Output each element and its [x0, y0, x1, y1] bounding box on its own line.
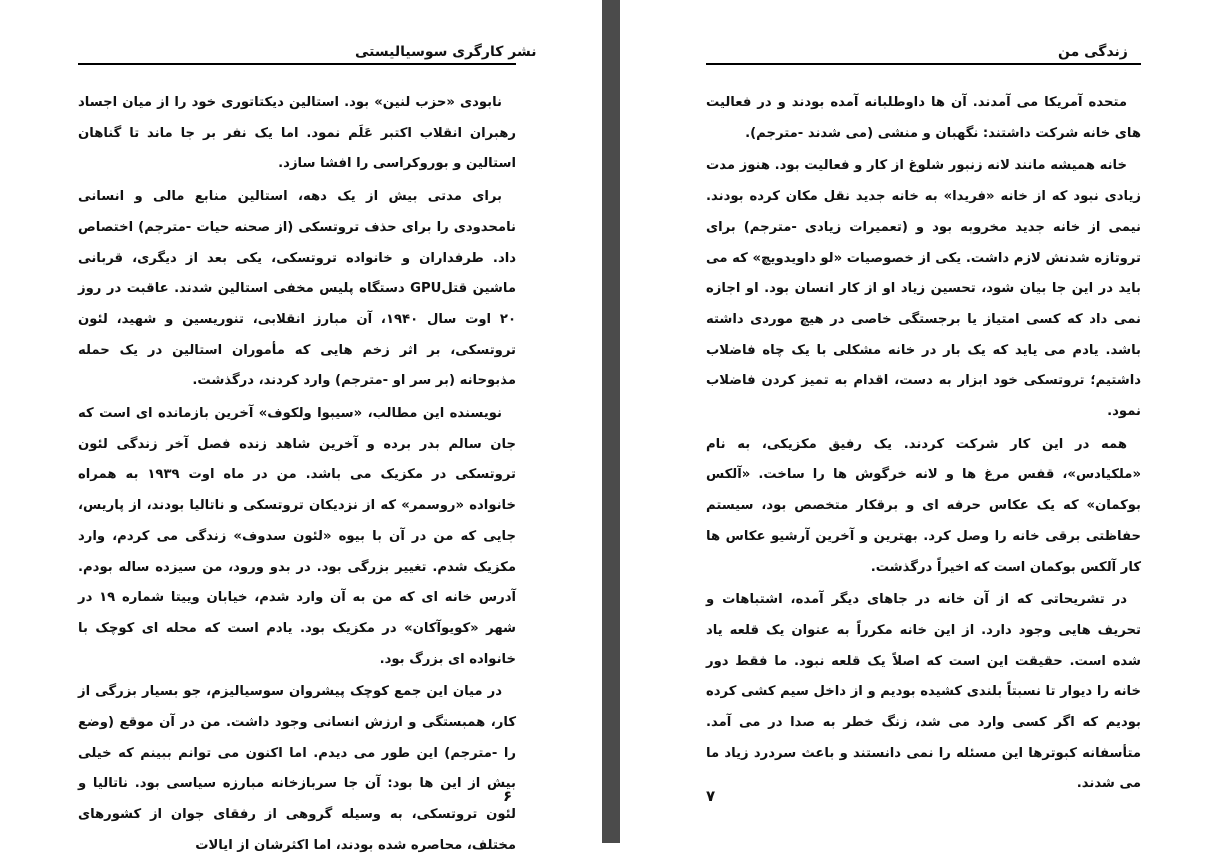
book-spine [602, 0, 620, 843]
left-page-body [78, 88, 516, 864]
page-number-right: ۷ [706, 787, 716, 805]
header-rule-left [78, 63, 516, 65]
page-number-left: ۶ [503, 787, 513, 805]
paragraph: در میان این جمع کوچک پیشروان سوسیالیزم، جو بسیار بزرگی از کار، همبستگی و ارزش انسانی وجود داشت. من در آن موقع (وضع را -مترجم) این طور می دیدم. اما اکنون می توانم ببینم که خیلی بیش از این ها بود: آن جا سربازخانه مبارزه سیاسی بود. ناتالیا و لئون تروتسکی، به وسیله گروهی از رفقای جوان از کشورهای مختلف، محاصره شده بودند، اما اکثرشان از ایالات [78, 684, 516, 853]
paragraph: خانه همیشه مانند لانه زنبور شلوغ از کار و فعالیت بود. هنوز مدت زیادی نبود که از خانه «فریدا» به خانه جدید نقل مکان کرده بودند. نیمی از خانه جدید مخروبه بود و (تعمیرات زیادی -مترجم) برای تروتازه شدنش لازم داشت. یکی از خصوصیات «لو داویدویچ» که می باید در این جا بیان شود، تحسین زیاد او از کار انسان بود. او اجازه نمی داد که کسی امتیاز یا برجستگی خاصی در هیچ موردی داشته باشد. یادم می یاید که یک بار در خانه مشکلی با یک چاه فاضلاب داشتیم؛ تروتسکی خود ابزار به دست، اقدام به تمیز کردن فاضلاب نمود. [706, 158, 1141, 420]
header-rule-right [706, 63, 1141, 65]
paragraph: برای مدتی بیش از یک دهه، استالین منابع مالی و انسانی نامحدودی را برای حذف تروتسکی (از صحنه حیات -مترجم) اختصاص داد. طرفداران و خانواده تروتسکی، یکی بعد از دیگری، قربانی ماشین قتلGPU دستگاه پلیس مخفی استالین شدند. عاقبت در روز ۲۰ اوت سال ۱۹۴۰، آن مبارز انقلابی، تنوریسین و شهید، لئون تروتسکی، بر اثر زخم هایی که مأموران استالین در یک حمله مذبوحانه (بر سر او -مترجم) وارد کردند، درگذشت. [78, 189, 516, 389]
paragraph: همه در این کار شرکت کردند. یک رفیق مکزیکی، به نام «ملکیادس»، قفس مرغ ها و لانه خرگوش ها را ساخت. «آلکس بوکمان» که یک عکاس حرفه ای و برقکار متخصص بود، سیستم حفاظتی برقی خانه را وصل کرد. بهترین و آخرین آرشیو عکاس ها کار آلکس بوکمان است که اخیراً درگذشت. [706, 436, 1141, 575]
paragraph: در تشریحاتی که از آن خانه در جاهای دیگر آمده، اشتباهات و تحریف هایی وجود دارد. از این خانه مکرراً به عنوان یک قلعه یاد شده است. حقیقت این است که اصلاً یک قلعه نبود. ما فقط دور خانه را دیوار تا نسبتاً بلندی کشیده بودیم و از داخل سیم کشی کرده بودیم که اگر کسی وارد می شد، زنگ خطر به صدا در می آمد. متأسفانه کبوترها این مسئله را نمی دانستند و باعث سردرد زیاد ما می شدند. [706, 592, 1141, 792]
running-head-left: نشر کارگری سوسیالیستی [355, 44, 537, 60]
paragraph: نابودی «حزب لنین» بود. استالین دیکتاتوری خود را از میان اجساد رهبران انقلاب اکتبر عَلَم نمود. اما یک نفر بر جا ماند تا گناهان استالین و بوروکراسی را افشا سازد. [78, 95, 516, 172]
right-page [620, 0, 1222, 843]
left-page [0, 0, 602, 853]
paragraph: متحده آمریکا می آمدند. آن ها داوطلبانه آمده بودند و در فعالیت های خانه شرکت داشتند: نگهبان و منشی (می شدند -مترجم). [706, 95, 1141, 141]
paragraph: نویسنده این مطالب، «سیبوا ولکوف» آخرین بازمانده ای است که جان سالم بدر برده و آخرین شاهد زنده فصل آخر زندگی لئون تروتسکی در مکزیک می باشد. من در ماه اوت ۱۹۳۹ به همراه خانواده «روسمر» که از نزدیکان تروتسکی و ناتالیا بودند، از پاریس، جایی که من در آن با بیوه «لئون سدوف» زندگی می کردم، وارد مکزیک شدم. تغییر بزرگی بود. در بدو ورود، من سیزده ساله بودم. آدرس خانه ای که من به آن وارد شدم، خیابان وییتا شماره ۱۹ در شهر «کویوآکان» در مکزیک بود. یادم است که محله ای کوچک با خانواده ای بزرگ بود. [78, 406, 516, 667]
right-page-body [706, 88, 1141, 802]
running-head-right: زندگی من [1058, 44, 1128, 60]
